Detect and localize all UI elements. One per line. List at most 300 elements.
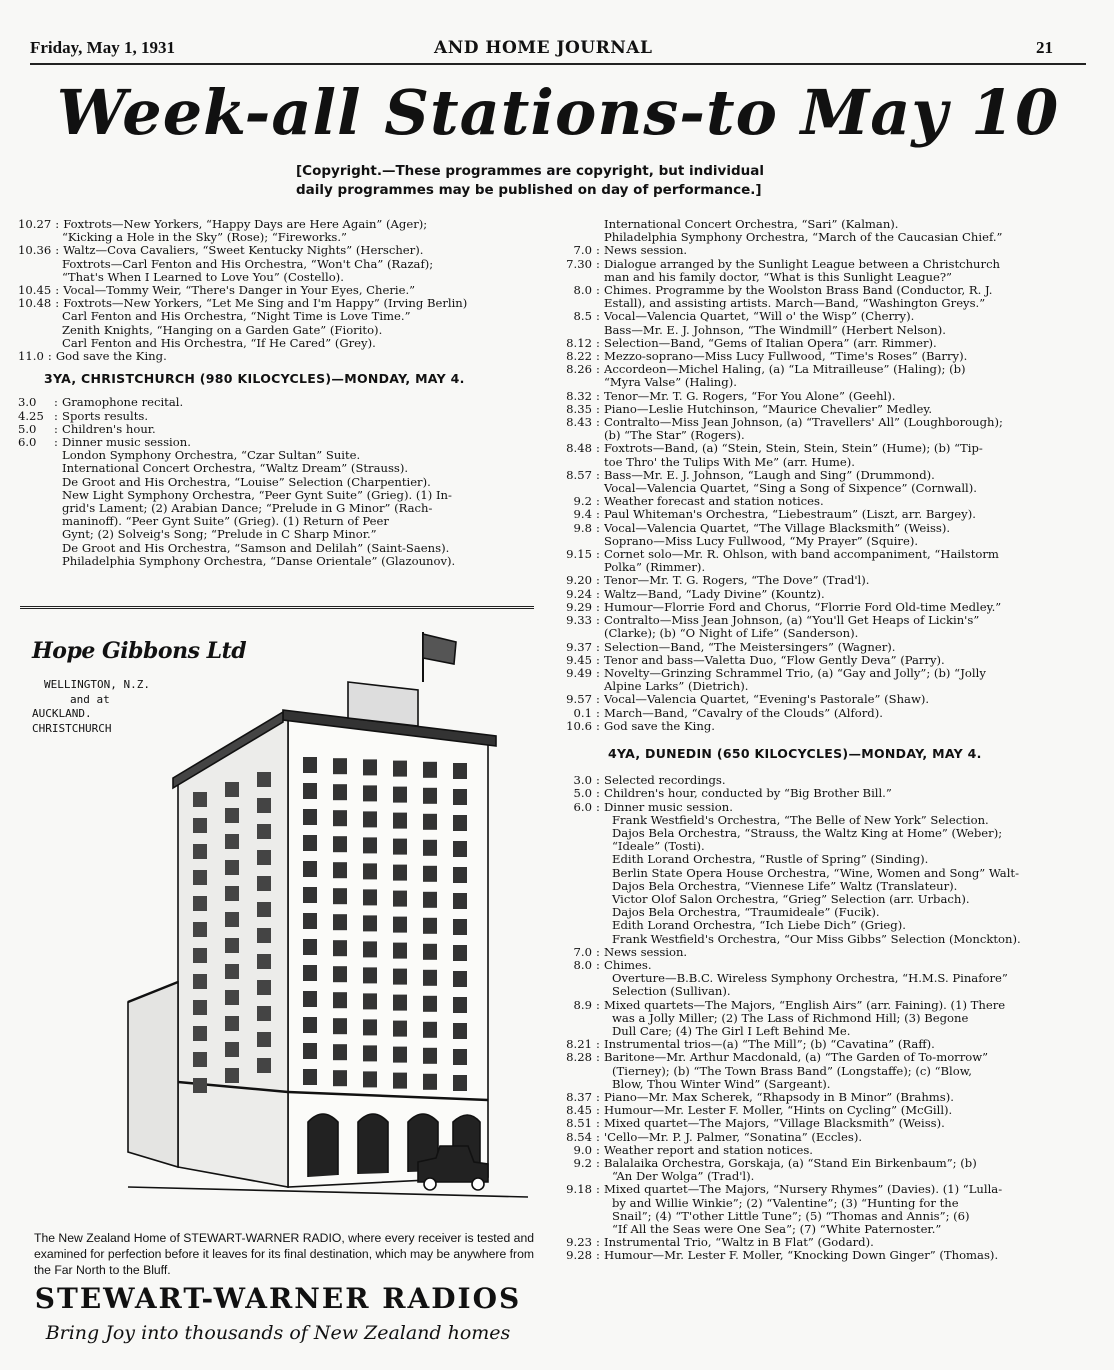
window [225,964,239,979]
time-colon: : [596,467,600,482]
program-text: Piano—Leslie Hutchinson, “Maurice Chevalier” Medley. [604,402,933,416]
program-text-continued: “Kicking a Hole in the Sky” (Rose); “Fireworks.” [62,231,347,245]
program-time: 9.24 [566,586,592,601]
program-text: Instrumental Trio, “Waltz in B Flat” (Godard). [604,1236,874,1250]
program-time: 8.35 [566,401,592,416]
program-entry [556,801,1086,814]
program-text-continued: Philadelphia Symphony Orchestra, “March of the Caucasian Chief.” [604,231,1003,245]
window [363,863,377,879]
program-time: 9.8 [573,520,592,535]
program-time: 8.37 [566,1090,592,1104]
window [393,761,407,777]
time-colon: : [596,1037,600,1052]
program-time: 4.25 [18,408,44,423]
program-entry [18,410,538,423]
program-text-continued: Dull Care; (4) The Girl I Left Behind Me. [612,1024,851,1038]
time-colon: : [54,421,58,436]
program-text-continued: “If All the Seas were One Sea”; (7) “White Paternoster.” [612,1223,942,1237]
program-entry [556,774,1086,787]
program-entry [556,1144,1086,1157]
program-time: 5.0 [18,421,37,436]
program-text: Waltz—Band, “Lady Divine” (Kountz). [604,587,825,601]
window [423,918,437,934]
window [453,1023,467,1039]
ground-line [128,1187,528,1197]
window [363,785,377,801]
program-time: 8.0 [573,283,592,298]
window [423,814,437,830]
advert-copy: The New Zealand Home of STEWART-WARNER RADIO, where every receiver is tested and examined for perfection before it leaves for its final destination, which may be anywhere from the Far North to the Bluff. [34,1231,534,1277]
program-entry [18,284,538,297]
program-text-continued: London Symphony Orchestra, “Czar Sultan” Suite. [62,449,361,463]
address-line: AUCKLAND. [32,707,92,720]
window [303,783,317,799]
window [257,954,271,969]
program-time: 8.48 [566,441,592,456]
program-text-continued: Snail”; (4) “T'other Little Tune”; (5) “Thomas and Annis”; (6) [612,1209,970,1223]
window [423,840,437,856]
program-entry [556,693,1086,706]
window [303,939,317,955]
program-text-continued: Vocal—Valencia Quartet, “Sing a Song of Sixpence” (Cornwall). [604,482,977,496]
program-text: Children's hour. [62,422,156,436]
window [453,763,467,779]
window [303,757,317,773]
program-time: 8.51 [566,1116,592,1131]
window [423,788,437,804]
program-text: Novelty—Grinzing Schrammel Trio, (a) “Gay and Jolly”; (b) “Jolly [604,666,986,680]
program-time: 8.32 [566,388,592,403]
time-colon: : [596,243,600,258]
window [257,1006,271,1021]
program-text-continued: “That's When I Learned to Love You” (Costello). [62,270,344,284]
program-entry [556,337,1086,350]
window [333,940,347,956]
window [225,834,239,849]
window [453,841,467,857]
time-colon: : [596,786,600,801]
window [225,990,239,1005]
program-text: Selection—Band, “The Meistersingers” (Wagner). [604,640,896,654]
time-colon: : [55,283,60,298]
program-text: God save the King. [604,719,715,733]
program-time: 8.12 [566,335,592,350]
time-colon: : [54,435,58,450]
time-colon: : [596,388,600,403]
program-entry [556,601,1086,614]
window [453,815,467,831]
program-text-continued: Carl Fenton and His Orchestra, “Night Time is Love Time.” [62,310,411,324]
program-entry [556,284,1086,297]
program-text: Sports results. [62,409,149,423]
program-entry [556,574,1086,587]
3ya-program-list [18,396,538,568]
program-text: Foxtrots—Band, (a) “Stein, Stein, Stein, Stein” (Hume); (b) “Tip- [604,442,983,456]
header-rule [30,63,1086,65]
window [393,917,407,933]
program-text: Vocal—Tommy Weir, “There's Danger in Your Eyes, Cherie.” [63,284,416,298]
program-time: 10.45 [18,283,52,298]
section-heading-3ya: 3YA, CHRISTCHURCH (980 KILOCYCLES)—MONDAY, MAY 4. [44,371,465,387]
program-text: Gramophone recital. [62,396,184,410]
window [257,980,271,995]
program-text-continued: Frank Westfield's Orchestra, “Our Miss Gibbs” Selection (Monckton). [612,932,1021,946]
program-time: 9.33 [566,613,592,628]
program-text: March—Band, “Cavalry of the Clouds” (Alford). [604,706,883,720]
program-time: 9.4 [573,507,592,522]
hope-gibbons-logo: Hope Gibbons Ltd [32,638,247,664]
program-text-continued: Dajos Bela Orchestra, “Traumideale” (Fucik). [612,906,880,920]
window [393,813,407,829]
program-entry [556,959,1086,972]
window [333,784,347,800]
window [333,1044,347,1060]
window [393,995,407,1011]
window [193,1000,207,1015]
program-entry [556,787,1086,800]
program-text: God save the King. [55,350,167,364]
window [257,798,271,813]
time-colon: : [596,652,600,667]
program-text-continued: Dajos Bela Orchestra, “Viennese Life” Waltz (Translateur). [612,879,958,893]
window [225,782,239,797]
program-time: 6.0 [573,799,592,814]
window [257,902,271,917]
program-time: 9.49 [566,665,592,680]
window [333,758,347,774]
window [303,913,317,929]
address-line: WELLINGTON, N.Z. [44,678,150,691]
window [453,971,467,987]
window [333,836,347,852]
time-colon: : [596,957,600,972]
time-colon: : [47,349,52,364]
copyright-line: daily programmes may be published on day of performance.] [296,182,762,198]
left-column [18,218,538,568]
program-text: International Concert Orchestra, “Sari” (Kalman). [604,218,899,231]
program-text: Foxtrots—New Yorkers, “Happy Days are Here Again” (Ager); [63,218,428,231]
program-text-continued: Edith Lorand Orchestra, “Ich Liebe Dich” (Grieg). [612,919,906,933]
time-colon: : [596,573,600,588]
program-text: Children's hour, conducted by “Big Brother Bill.” [604,787,892,801]
window [303,887,317,903]
window [257,876,271,891]
program-text: Mixed quartets—The Majors, “English Airs” (arr. Faining). (1) There [604,998,1006,1012]
window [363,941,377,957]
program-text-continued: Foxtrots—Carl Fenton and His Orchestra, “Won't Cha” (Razaf); [62,257,434,271]
program-text-continued: maninoff). “Peer Gynt Suite” (Grieg). (1) Return of Peer [62,515,389,529]
address-line: CHRISTCHURCH [32,721,112,735]
program-entry [556,1091,1086,1104]
program-text-continued: Edith Lorand Orchestra, “Rustle of Spring” (Sinding). [612,853,929,867]
program-time: 8.0 [573,957,592,972]
journal-name: AND HOME JOURNAL [434,38,653,58]
time-colon: : [596,599,600,614]
program-entry [18,218,538,231]
program-entry [556,946,1086,959]
program-text-continued: Zenith Knights, “Hanging on a Garden Gate” (Fiorito). [62,323,383,337]
time-colon: : [596,309,600,324]
program-text: Weather report and station notices. [604,1143,813,1157]
program-entry [556,495,1086,508]
program-text: Paul Whiteman's Orchestra, “Liebestraum” (Liszt, arr. Bargey). [604,508,976,522]
program-text-continued: was a Jolly Miller; (2) The Lass of Richmond Hill; (3) Begone [612,1011,969,1025]
window [225,1068,239,1083]
program-text-continued: grid's Lament; (2) Arabian Dance; “Prelude in G Minor” (Rach- [62,502,433,516]
window [363,1045,377,1061]
program-time: 8.45 [566,1103,592,1118]
program-entry [556,1117,1086,1130]
program-entry [556,442,1086,455]
program-entry [18,436,538,449]
window [257,772,271,787]
window [393,865,407,881]
banner-title: Week-all Stations-to May 10 [56,76,1060,149]
time-colon: : [55,296,60,311]
section-heading-4ya: 4YA, DUNEDIN (650 KILOCYCLES)—MONDAY, MAY 4. [608,745,982,761]
program-time: 9.37 [566,639,592,654]
program-text-continued: toe Thro' the Tulips With Me” (arr. Hume). [604,455,855,469]
window [225,938,239,953]
program-text: Balalaika Orchestra, Gorskaja, (a) “Stand Ein Birkenbaum”; (b) [604,1157,977,1171]
program-entry [556,1038,1086,1051]
program-text: Humour—Mr. Lester F. Moller, “Knocking Down Ginger” (Thomas). [604,1249,999,1263]
program-entry [556,1051,1086,1064]
program-entry [556,258,1086,271]
program-time: 0.1 [573,705,592,720]
time-colon: : [596,494,600,509]
program-text-continued: Alpine Larks” (Dietrich). [604,680,749,694]
window [423,762,437,778]
time-colon: : [596,586,600,601]
program-time: 9.29 [566,599,592,614]
program-time: 8.43 [566,415,592,430]
program-text: Baritone—Mr. Arthur Macdonald, (a) “The Garden of To-morrow” [604,1051,989,1065]
window [453,1075,467,1091]
program-time: 8.21 [566,1037,592,1052]
time-colon: : [54,395,58,410]
program-text: Vocal—Valencia Quartet, “The Village Blacksmith” (Weiss). [604,521,951,535]
program-entry [556,508,1086,521]
window [193,1078,207,1093]
program-entry [556,707,1086,720]
window [303,1043,317,1059]
program-text: Vocal—Valencia Quartet, “Will o' the Wisp” (Cherry). [604,310,915,324]
program-time: 5.0 [573,786,592,801]
program-time: 7.30 [566,256,592,271]
program-time: 7.0 [573,243,592,258]
program-text: Accordeon—Michel Haling, (a) “La Mitrailleuse” (Haling); (b) [604,363,966,377]
left-top-list [18,218,538,363]
window [333,966,347,982]
program-time: 8.26 [566,362,592,377]
program-text: Selected recordings. [604,774,726,788]
time-colon: : [596,256,600,271]
program-text-continued: International Concert Orchestra, “Waltz Dream” (Strauss). [62,462,409,476]
program-text: Tenor and bass—Valetta Duo, “Flow Gently Deva” (Parry). [604,653,945,667]
window [225,1042,239,1057]
program-text-continued: Soprano—Miss Lucy Fullwood, “My Prayer” (Squire). [604,534,919,548]
program-text-continued: “Myra Valse” (Haling). [604,376,737,390]
program-text-continued: Gynt; (2) Solveig's Song; “Prelude in C Sharp Minor.” [62,528,377,542]
program-time: 9.15 [566,547,592,562]
program-text: Cornet solo—Mr. R. Ohlson, with band accompaniment, “Hailstorm [604,548,999,562]
time-colon: : [596,799,600,814]
program-text: News session. [604,244,688,258]
window [393,787,407,803]
time-colon: : [596,349,600,364]
advertisement [18,616,538,1351]
program-entry [18,396,538,409]
window [303,991,317,1007]
program-text-continued: Blow, Thou Winter Wind” (Sargeant). [612,1077,831,1091]
program-text-continued: “An Der Wolga” (Trad'l). [612,1170,755,1184]
advert-rule [20,606,534,609]
program-text: Dinner music session. [604,800,733,814]
program-text-continued: (Clarke); (b) “O Night of Life” (Sanderson). [604,627,859,641]
window [333,1018,347,1034]
window [453,789,467,805]
program-entry [18,423,538,436]
program-text: Waltz—Cova Cavaliers, “Sweet Kentucky Nights” (Herscher). [63,244,424,258]
time-colon: : [596,1142,600,1157]
program-time: 9.18 [566,1182,592,1197]
program-time: 9.0 [573,1142,592,1157]
program-text-continued: Bass—Mr. E. J. Johnson, “The Windmill” (Herbert Nelson). [604,323,946,337]
program-text: Humour—Mr. Lester F. Moller, “Hints on Cycling” (McGill). [604,1104,953,1118]
program-text: Mixed quartet—The Majors, “Nursery Rhymes” (Davies). (1) “Lulla- [604,1183,1003,1197]
program-time: 9.45 [566,652,592,667]
window [303,965,317,981]
window [423,1074,437,1090]
window [393,1021,407,1037]
program-text-continued: man and his family doctor, “What is this Sunlight League?” [604,270,952,284]
window [363,993,377,1009]
program-time: 9.2 [573,1156,592,1171]
program-text: 'Cello—Mr. P. J. Palmer, “Sonatina” (Eccles). [604,1130,863,1144]
program-text: Piano—Mr. Max Scherek, “Rhapsody in B Minor” (Brahms). [604,1091,954,1104]
window [257,1032,271,1047]
program-time: 8.9 [573,997,592,1012]
program-text: Dinner music session. [62,436,191,450]
program-time: 9.57 [566,692,592,707]
program-time: 8.28 [566,1050,592,1065]
time-colon: : [596,415,600,430]
program-time: 6.0 [18,435,37,450]
window [225,808,239,823]
window [453,893,467,909]
program-entry [556,667,1086,680]
program-time: 10.27 [18,217,52,231]
time-colon: : [596,705,600,720]
program-entry [556,390,1086,403]
time-colon: : [596,944,600,959]
window [303,809,317,825]
program-time: 8.5 [573,309,592,324]
issue-date: Friday, May 1, 1931 [30,38,175,57]
program-text-continued: Overture—B.B.C. Wireless Symphony Orchestra, “H.M.S. Pinafore” [612,972,1008,986]
program-time: 9.20 [566,573,592,588]
program-time: 9.28 [566,1248,592,1263]
program-entry [556,641,1086,654]
window [193,792,207,807]
time-colon [592,218,604,231]
window [423,996,437,1012]
program-entry [18,350,538,363]
program-entry [556,469,1086,482]
program-time: 8.22 [566,349,592,364]
window [363,1019,377,1035]
program-text-continued: Estall), and assisting artists. March—Band, “Washington Greys.” [604,297,986,311]
time-colon: : [596,441,600,456]
building-illustration [118,622,538,1222]
program-time: 9.2 [573,494,592,509]
window [363,759,377,775]
window [303,1069,317,1085]
program-entry [556,1236,1086,1249]
window [225,1016,239,1031]
program-time: 10.48 [18,296,52,311]
time-colon: : [596,1116,600,1131]
window [423,866,437,882]
window [193,948,207,963]
program-text-continued: Polka” (Rimmer). [604,561,706,575]
page-number: 21 [1036,38,1053,57]
program-entry [556,416,1086,429]
time-colon: : [596,639,600,654]
right-column [556,218,1086,1263]
program-entry [556,522,1086,535]
program-text: Contralto—Miss Jean Johnson, (a) “You'll Get Heaps of Lickin's” [604,614,980,628]
window [257,824,271,839]
program-text: Humour—Florrie Ford and Chorus, “Florrie Ford Old-time Medley.” [604,600,1002,614]
program-text-continued: De Groot and His Orchestra, “Samson and Delilah” (Saint-Saens). [62,541,450,555]
window [303,861,317,877]
program-entry [556,218,1086,231]
program-entry [556,350,1086,363]
window [333,888,347,904]
advert-tagline: Bring Joy into thousands of New Zealand homes [45,1322,511,1344]
program-text: Bass—Mr. E. J. Johnson, “Laugh and Sing” (Drummond). [604,468,935,482]
program-entry [18,297,538,310]
program-time: 10.6 [566,718,592,733]
program-text: Instrumental trios—(a) “The Mill”; (b) “Cavatina” (Raff). [604,1038,935,1052]
program-text: News session. [604,945,688,959]
window [363,811,377,827]
program-entry [556,720,1086,733]
program-time: 9.23 [566,1235,592,1250]
program-time: 3.0 [573,773,592,788]
time-colon: : [596,718,600,733]
advert-brand: STEWART-WARNER RADIOS [34,1282,522,1315]
window [423,1022,437,1038]
time-colon: : [596,362,600,377]
window [393,839,407,855]
time-colon: : [596,1090,600,1104]
window [453,1049,467,1065]
program-text: Weather forecast and station notices. [604,495,824,509]
window [193,1026,207,1041]
program-text-continued: Carl Fenton and His Orchestra, “If He Cared” (Grey). [62,336,376,350]
program-text-continued: Victor Olof Salon Orchestra, “Grieg” Selection (arr. Urbach). [612,892,970,906]
window [193,844,207,859]
program-time: 10.36 [18,243,52,258]
program-time: 3.0 [18,395,37,410]
program-time: 11.0 [18,349,44,364]
window [333,810,347,826]
program-text-continued: Dajos Bela Orchestra, “Strauss, the Waltz King at Home” (Weber); [612,826,1003,840]
time-colon: : [596,1103,600,1118]
